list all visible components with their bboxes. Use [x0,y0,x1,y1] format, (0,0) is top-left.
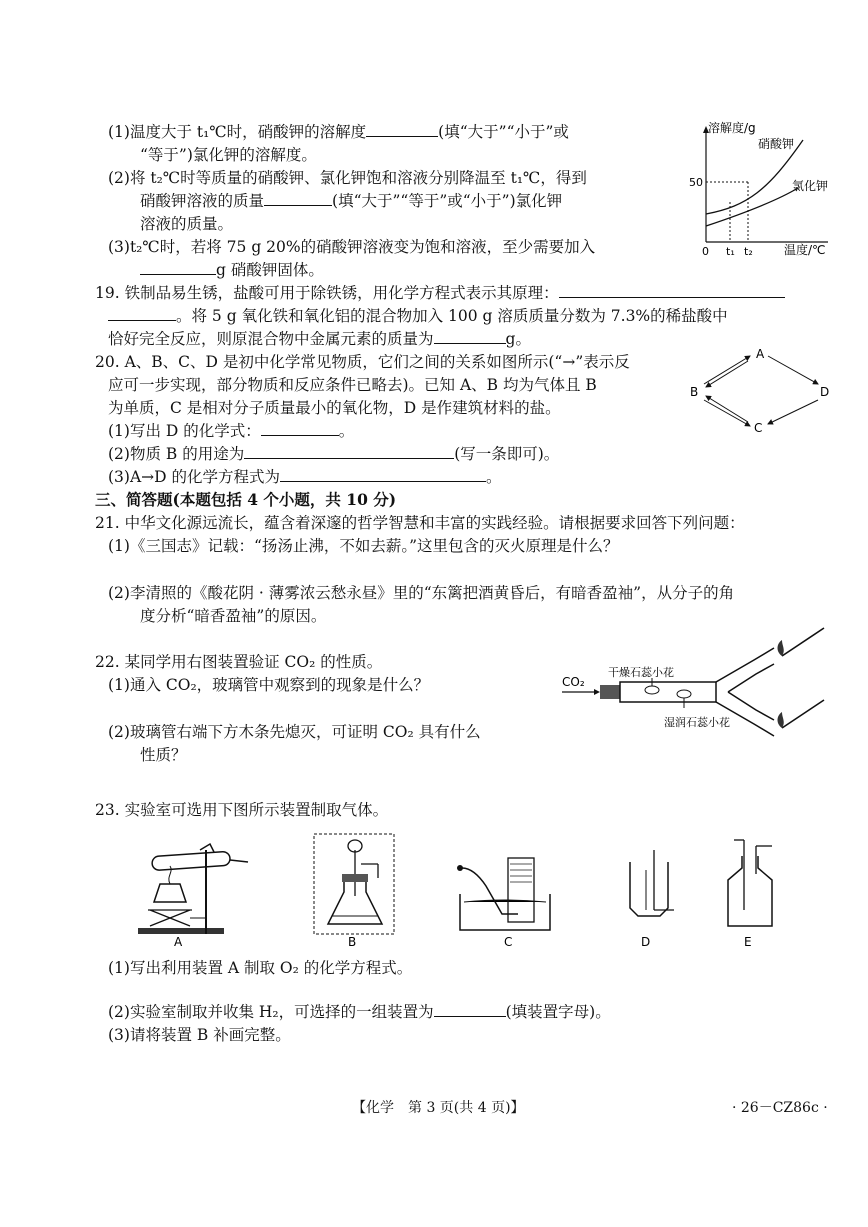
q19-line2: 。将 5 g 氧化铁和氧化铝的混合物加入 100 g 溶质质量分数为 7.3%的稀盐酸中 [108,306,728,326]
label-a: A [174,935,183,949]
q19-line3: 恰好完全反应，则原混合物中金属元素的质量为 g。 [108,330,531,348]
q20-sub2: (2)物质 B 的用途为 (写一条即可)。 [108,445,560,463]
q20-sub3: (3)A→D 的化学方程式为 。 [108,468,502,486]
q22-sub1: (1)通入 CO₂，玻璃管中观察到的现象是什么？ [108,676,430,694]
q21-sub2: (2)李清照的《酸花阴 · 薄雾浓云愁永昼》里的“东篱把酒黄昏后，有暗香盈袖”，从分子的角 [108,584,735,602]
q20-blank1[interactable] [261,421,339,436]
q18-part3-cont: g 硝酸钾固体。 [140,260,324,280]
page-code: · 26－CZ86c · [732,1100,828,1116]
dry-flower-label: 干燥石蕊小花 [608,666,674,679]
graph-t1: t₁ [726,245,735,258]
q18-part2-end: 溶液的质量。 [140,215,234,233]
q18-blank2[interactable] [264,191,332,206]
q18-part1: (1)温度大于 t₁℃时，硝酸钾的溶解度 (填“大于”“小于”或 [108,123,569,141]
q20-line3: 为单质，C 是相对分子质量最小的氧化物，D 是作建筑材料的盐。 [108,399,561,417]
q18-blank1[interactable] [366,122,438,137]
section3-heading: 三、简答题(本题包括 4 个小题，共 10 分) [95,490,397,509]
q23-sub3: (3)请将装置 B 补画完整。 [108,1026,291,1044]
label-e: E [744,935,752,949]
node-b: B [690,385,699,399]
q18-part2-cont: 硝酸钾溶液的质量 (填“大于”“等于”或“小于”)氯化钾 [140,192,563,210]
q18-part1-cont: “等于”)氯化钾的溶解度。 [140,146,317,164]
q19-blank1[interactable] [559,283,785,298]
node-a: A [756,347,765,361]
apparatus-a [138,844,248,934]
page-footer: 【化学 第 3 页(共 4 页)】 [352,1100,525,1116]
graph-kno3-label: 硝酸钾 [758,137,795,151]
graph-t2: t₂ [744,245,753,258]
q19-line1: 19. 铁制品易生锈，盐酸可用于除铁锈，用化学方程式表示其原理： [95,283,785,303]
graph-y50: 50 [689,176,703,189]
graph-kcl-label: 氯化钾 [792,179,829,193]
q18-blank3[interactable] [140,260,216,275]
q19-blank1-cont[interactable] [108,306,176,321]
q22-sub2: (2)玻璃管右端下方木条先熄灭，可证明 CO₂ 具有什么 [108,723,481,741]
q20-blank3[interactable] [280,467,486,482]
q20-line2: 应可一步实现，部分物质和反应条件已略去)。已知 A、B 均为气体且 B [108,376,597,394]
apparatus-c [457,858,550,930]
apparatus-d [630,850,674,916]
q23-sub2: (2)实验室制取并收集 H₂，可选择的一组装置为 (填装置字母)。 [108,1003,611,1021]
label-b: B [348,935,357,949]
label-c: C [504,935,513,949]
q21-sub1: (1)《三国志》记载：“扬汤止沸，不如去薪。”这里包含的灭火原理是什么？ [108,537,619,555]
q20-blank2[interactable] [244,444,454,459]
apparatus-e [728,840,772,926]
solubility-graph [688,120,838,260]
relation-diagram [688,344,838,436]
node-d: D [820,385,830,399]
q21-sub2-cont: 度分析“暗香盈袖”的原因。 [140,607,327,625]
co2-apparatus [560,624,832,748]
q23-line1: 23. 实验室可选用下图所示装置制取气体。 [95,801,389,819]
co2-label: CO₂ [562,675,585,689]
apparatus-b [314,834,394,934]
graph-origin: 0 [702,245,709,258]
q18-part3: (3)t₂℃时，若将 75 g 20%的硝酸钾溶液变为饱和溶液，至少需要加入 [108,238,596,256]
q23-sub1: (1)写出利用装置 A 制取 O₂ 的化学方程式。 [108,959,413,977]
wet-flower-label: 湿润石蕊小花 [664,716,730,729]
label-d: D [641,935,651,949]
q21-line1: 21. 中华文化源远流长，蕴含着深邃的哲学智慧和丰富的实践经验。请根据要求回答下列问题： [95,514,745,532]
q18-part2: (2)将 t₂℃时等质量的硝酸钾、氯化钾饱和溶液分别降温至 t₁℃，得到 [108,169,587,187]
q22-line1: 22. 某同学用右图装置验证 CO₂ 的性质。 [95,653,383,671]
q22-sub2-cont: 性质？ [140,746,187,764]
q23-blank1[interactable] [434,1002,506,1017]
q19-blank2[interactable] [434,329,506,344]
graph-ylabel: 溶解度/g [708,121,756,135]
node-c: C [754,421,763,435]
lab-apparatus-figure [130,830,810,950]
q20-sub1: (1)写出 D 的化学式： 。 [108,422,355,440]
graph-xlabel: 温度/℃ [784,243,826,257]
q20-line1: 20. A、B、C、D 是初中化学常见物质，它们之间的关系如图所示(“→”表示反 [95,353,630,371]
